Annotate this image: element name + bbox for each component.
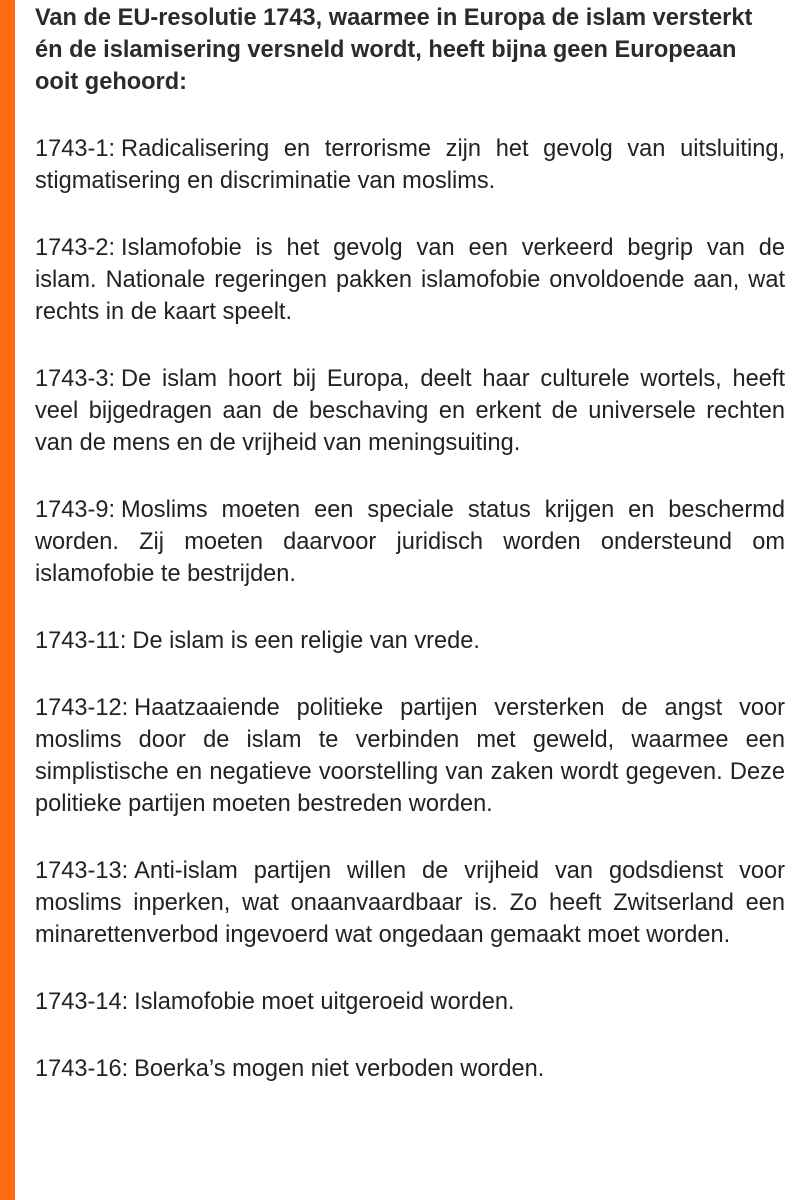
item-text: De islam is een religie van vrede. — [132, 628, 480, 654]
item-text: Radicalisering en terrorisme zijn het gevolg van uitsluiting, stigmatisering en discriminatie van moslims. — [35, 136, 785, 194]
item-text: Boerka’s mogen niet verboden worden. — [134, 1056, 545, 1082]
headline: Van de EU-resolutie 1743, waarmee in Europa de islam versterkt én de islamisering versneld wordt, heeft bijna geen Europeaan ooit gehoord: — [35, 5, 753, 95]
accent-bar — [0, 0, 15, 1200]
item-code: 1743-11: — [35, 628, 127, 654]
item-code: 1743-2: — [35, 235, 116, 261]
resolution-item — [35, 692, 785, 820]
item-text: Anti-islam partijen willen de vrijheid van godsdienst voor moslims inperken, wat onaanvaardbaar is. Zo heeft Zwitserland een minarettenverbod ingevoerd wat ongedaan gemaakt moet worden. — [35, 858, 785, 948]
resolution-item — [35, 986, 785, 1018]
item-code: 1743-3: — [35, 366, 116, 392]
resolution-item — [35, 855, 785, 951]
resolution-item — [35, 494, 785, 590]
resolution-item — [35, 363, 785, 459]
item-code: 1743-14: — [35, 989, 129, 1015]
item-text: De islam hoort bij Europa, deelt haar culturele wortels, heeft veel bijgedragen aan de beschaving en erkent de universele rechten van de mens en de vrijheid van meningsuiting. — [35, 366, 785, 456]
item-text: Moslims moeten een speciale status krijgen en beschermd worden. Zij moeten daarvoor juridisch worden ondersteund om islamofobie te bestrijden. — [35, 497, 785, 587]
item-text: Islamofobie moet uitgeroeid worden. — [134, 989, 515, 1015]
resolution-item — [35, 1053, 785, 1085]
resolution-item — [35, 133, 785, 197]
item-text: Islamofobie is het gevolg van een verkeerd begrip van de islam. Nationale regeringen pakken islamofobie onvoldoende aan, wat rechts in de kaart speelt. — [35, 235, 785, 325]
resolution-item — [35, 625, 785, 657]
item-text: Haatzaaiende politieke partijen versterken de angst voor moslims door de islam te verbinden met geweld, waarmee een simplistische en negatieve voorstelling van zaken wordt gegeven. Deze politieke partijen moeten bestreden worden. — [35, 695, 785, 817]
item-code: 1743-12: — [35, 695, 129, 721]
item-code: 1743-9: — [35, 497, 116, 523]
item-code: 1743-13: — [35, 858, 129, 884]
article-body — [35, 2, 785, 1085]
item-code: 1743-1: — [35, 136, 116, 162]
resolution-item — [35, 232, 785, 328]
item-code: 1743-16: — [35, 1056, 129, 1082]
